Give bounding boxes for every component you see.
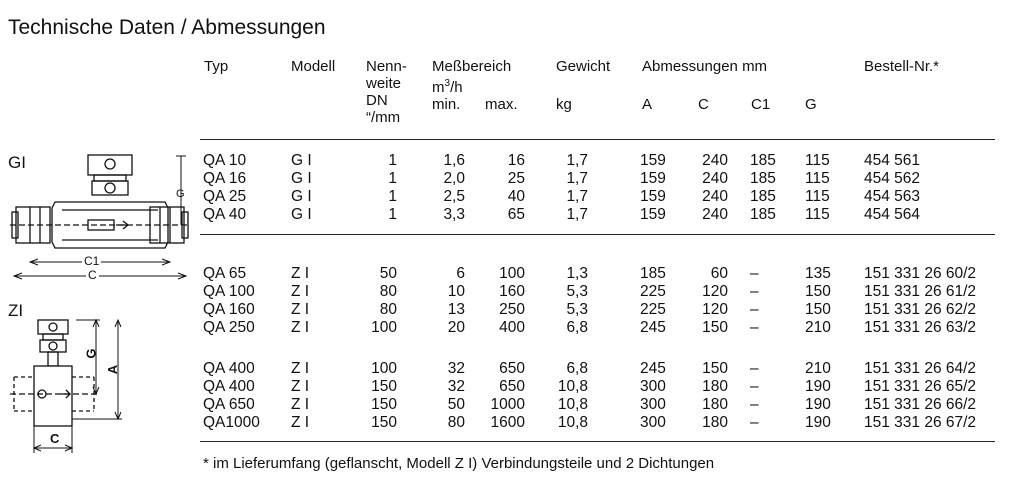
cell-a: 185 xyxy=(640,265,666,282)
cell-bestell-nr: 151 331 26 67/2 xyxy=(864,414,977,431)
header-nenn-line1: Nenn- xyxy=(366,58,407,75)
page-title: Technische Daten / Abmessungen xyxy=(8,16,326,39)
rule-gi-group xyxy=(200,234,995,235)
cell-c1: 185 xyxy=(750,152,776,169)
cell-dn: 100 xyxy=(371,360,397,377)
cell-min: 32 xyxy=(447,360,465,377)
cell-g: 190 xyxy=(805,378,831,395)
zi-meter-drawing xyxy=(10,315,130,455)
cell-c: 150 xyxy=(702,319,728,336)
cell-c: 60 xyxy=(710,265,728,282)
cell-c1: – xyxy=(750,396,759,413)
cell-max: 400 xyxy=(499,319,525,336)
cell-max: 25 xyxy=(507,170,525,187)
cell-a: 245 xyxy=(640,360,666,377)
cell-typ: QA 250 xyxy=(203,319,255,336)
header-messbereich xyxy=(432,58,511,96)
rule-header xyxy=(200,139,995,140)
cell-bestell-nr: 151 331 26 60/2 xyxy=(864,265,977,282)
cell-bestell-nr: 151 331 26 61/2 xyxy=(864,283,977,300)
cell-a: 225 xyxy=(640,283,666,300)
cell-typ: QA 400 xyxy=(203,360,255,377)
rule-bottom xyxy=(200,441,995,442)
header-c1: C1 xyxy=(751,96,771,113)
cell-gewicht: 10,8 xyxy=(557,414,588,431)
header-nennweite xyxy=(366,58,407,126)
cell-typ: QA 100 xyxy=(203,283,255,300)
cell-max: 1600 xyxy=(490,414,525,431)
cell-g: 210 xyxy=(805,319,831,336)
cell-c: 180 xyxy=(702,414,728,431)
header-max: max. xyxy=(485,96,518,113)
header-nenn-line3: DN xyxy=(366,92,388,109)
gi-dim-c: C xyxy=(88,268,97,282)
cell-modell: Z I xyxy=(291,378,310,395)
cell-modell: Z I xyxy=(291,319,310,336)
cell-modell: Z I xyxy=(291,414,310,431)
header-a: A xyxy=(642,96,653,113)
cell-dn: 150 xyxy=(371,414,397,431)
cell-max: 650 xyxy=(499,378,525,395)
cell-g: 115 xyxy=(805,170,830,187)
cell-modell: Z I xyxy=(291,360,310,377)
cell-max: 250 xyxy=(499,301,525,318)
cell-gewicht: 1,7 xyxy=(566,152,588,169)
cell-max: 16 xyxy=(507,152,525,169)
cell-modell: Z I xyxy=(291,265,310,282)
cell-modell: G I xyxy=(291,152,312,169)
cell-typ: QA 65 xyxy=(203,265,247,282)
cell-typ: QA 25 xyxy=(203,188,247,205)
cell-dn: 1 xyxy=(388,152,397,169)
cell-min: 1,6 xyxy=(443,152,465,169)
cell-dn: 150 xyxy=(371,378,397,395)
cell-c: 120 xyxy=(702,283,728,300)
zi-dim-c: C xyxy=(50,431,60,446)
cell-a: 300 xyxy=(640,414,666,431)
cell-min: 2,5 xyxy=(443,188,465,205)
header-mess-sup: 3 xyxy=(444,78,451,89)
cell-max: 160 xyxy=(499,283,525,300)
zi-dim-g: G xyxy=(83,348,99,359)
cell-typ: QA 10 xyxy=(203,152,247,169)
cell-c: 120 xyxy=(702,301,728,318)
cell-c1: 185 xyxy=(750,206,776,223)
cell-typ: QA 400 xyxy=(203,378,255,395)
cell-bestell-nr: 454 562 xyxy=(864,170,921,187)
header-typ: Typ xyxy=(204,58,229,75)
cell-max: 100 xyxy=(499,265,525,282)
cell-g: 190 xyxy=(805,396,831,413)
cell-min: 20 xyxy=(447,319,465,336)
cell-g: 115 xyxy=(805,152,830,169)
header-abmessungen: Abmessungen mm xyxy=(642,58,768,75)
cell-min: 50 xyxy=(447,396,465,413)
cell-gewicht: 10,8 xyxy=(557,378,588,395)
cell-modell: G I xyxy=(291,170,312,187)
cell-c1: – xyxy=(750,378,759,395)
cell-c1: – xyxy=(750,414,759,431)
header-kg: kg xyxy=(556,96,572,113)
header-mess-unit: m xyxy=(432,79,445,96)
cell-min: 10 xyxy=(447,283,465,300)
cell-c: 240 xyxy=(702,170,728,187)
cell-dn: 1 xyxy=(388,206,397,223)
gi-dim-c1: C1 xyxy=(84,254,100,268)
cell-a: 159 xyxy=(640,170,666,187)
cell-max: 650 xyxy=(499,360,525,377)
cell-min: 6 xyxy=(456,265,465,282)
cell-bestell-nr: 454 564 xyxy=(864,206,921,223)
cell-g: 115 xyxy=(805,188,830,205)
cell-gewicht: 6,8 xyxy=(566,360,588,377)
gi-dim-g: G xyxy=(176,188,185,200)
cell-c1: – xyxy=(750,283,759,300)
cell-min: 13 xyxy=(447,301,465,318)
header-nenn-line4: “/mm xyxy=(366,109,401,126)
cell-modell: G I xyxy=(291,206,312,223)
cell-a: 300 xyxy=(640,396,666,413)
cell-min: 3,3 xyxy=(443,206,465,223)
cell-min: 80 xyxy=(447,414,465,431)
cell-typ: QA 160 xyxy=(203,301,255,318)
header-bestell-nr: Bestell-Nr.* xyxy=(864,58,940,75)
cell-gewicht: 1,7 xyxy=(566,188,588,205)
cell-max: 1000 xyxy=(490,396,525,413)
cell-g: 190 xyxy=(805,414,831,431)
header-gewicht: Gewicht xyxy=(556,58,611,75)
cell-gewicht: 1,7 xyxy=(566,206,588,223)
cell-c1: 185 xyxy=(750,188,776,205)
cell-gewicht: 5,3 xyxy=(566,283,588,300)
cell-min: 32 xyxy=(447,378,465,395)
gi-meter-drawing xyxy=(10,150,190,290)
header-min: min. xyxy=(432,96,461,113)
cell-modell: Z I xyxy=(291,396,310,413)
zi-label: ZI xyxy=(8,301,24,320)
cell-g: 150 xyxy=(805,283,831,300)
cell-min: 2,0 xyxy=(443,170,465,187)
cell-max: 65 xyxy=(507,206,525,223)
cell-c: 240 xyxy=(702,188,728,205)
cell-a: 159 xyxy=(640,152,666,169)
cell-dn: 150 xyxy=(371,396,397,413)
cell-modell: G I xyxy=(291,188,312,205)
header-mess-line2 xyxy=(432,75,511,96)
cell-bestell-nr: 151 331 26 64/2 xyxy=(864,360,977,377)
cell-bestell-nr: 151 331 26 65/2 xyxy=(864,378,977,395)
cell-c: 240 xyxy=(702,152,728,169)
cell-c1: – xyxy=(750,301,759,318)
gi-label: GI xyxy=(8,153,26,172)
header-nenn-line2: weite xyxy=(366,75,402,92)
cell-typ: QA 40 xyxy=(203,206,247,223)
cell-gewicht: 1,7 xyxy=(566,170,588,187)
header-mess-unit-b: /h xyxy=(450,79,463,96)
footnote: * im Lieferumfang (geflanscht, Modell Z I) Verbindungsteile und 2 Dichtungen xyxy=(203,455,715,472)
cell-bestell-nr: 454 563 xyxy=(864,188,921,205)
cell-c1: – xyxy=(750,265,759,282)
cell-max: 40 xyxy=(507,188,525,205)
cell-bestell-nr: 454 561 xyxy=(864,152,921,169)
cell-dn: 100 xyxy=(371,319,397,336)
cell-dn: 80 xyxy=(379,283,397,300)
cell-a: 225 xyxy=(640,301,666,318)
cell-dn: 80 xyxy=(379,301,397,318)
cell-gewicht: 6,8 xyxy=(566,319,588,336)
cell-a: 245 xyxy=(640,319,666,336)
cell-gewicht: 5,3 xyxy=(566,301,588,318)
cell-modell: Z I xyxy=(291,283,310,300)
cell-g: 210 xyxy=(805,360,831,377)
cell-bestell-nr: 151 331 26 63/2 xyxy=(864,319,977,336)
cell-c1: – xyxy=(750,360,759,377)
cell-a: 159 xyxy=(640,206,666,223)
header-modell: Modell xyxy=(291,58,336,75)
cell-gewicht: 1,3 xyxy=(566,265,588,282)
cell-typ: QA 16 xyxy=(203,170,247,187)
cell-dn: 1 xyxy=(388,188,397,205)
header-c: C xyxy=(698,96,709,113)
cell-c: 180 xyxy=(702,396,728,413)
cell-g: 115 xyxy=(805,206,830,223)
cell-typ: QA 650 xyxy=(203,396,255,413)
cell-modell: Z I xyxy=(291,301,310,318)
cell-dn: 50 xyxy=(379,265,397,282)
header-g: G xyxy=(805,96,817,113)
cell-c1: 185 xyxy=(750,170,776,187)
cell-c: 150 xyxy=(702,360,728,377)
cell-a: 300 xyxy=(640,378,666,395)
cell-bestell-nr: 151 331 26 62/2 xyxy=(864,301,977,318)
zi-dim-a: A xyxy=(105,364,121,375)
cell-gewicht: 10,8 xyxy=(557,396,588,413)
cell-c: 240 xyxy=(702,206,728,223)
header-mess-line1: Meßbereich xyxy=(432,58,512,75)
cell-dn: 1 xyxy=(388,170,397,187)
cell-typ: QA1000 xyxy=(203,414,260,431)
cell-a: 159 xyxy=(640,188,666,205)
cell-g: 150 xyxy=(805,301,831,318)
cell-c: 180 xyxy=(702,378,728,395)
cell-bestell-nr: 151 331 26 66/2 xyxy=(864,396,977,413)
cell-g: 135 xyxy=(805,265,831,282)
cell-c1: – xyxy=(750,319,759,336)
